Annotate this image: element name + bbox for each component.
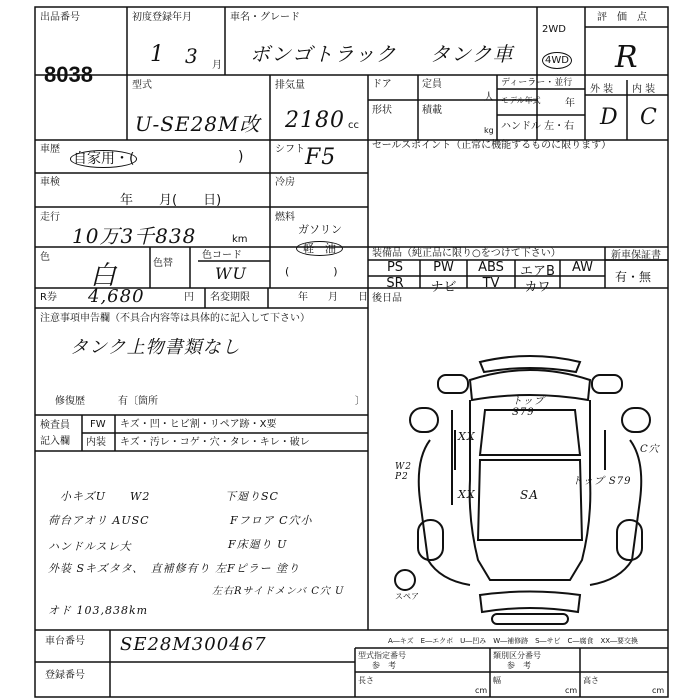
displacement-label: 排気量 xyxy=(275,80,305,91)
rename-label: 名変期限 xyxy=(210,292,250,303)
color-label: 色 xyxy=(40,252,50,263)
fuel-diesel: 軽 油 xyxy=(296,241,343,256)
fuel-label: 燃料 xyxy=(275,212,295,223)
equip-sr: SR xyxy=(386,276,404,291)
rename-value: 年 月 日 xyxy=(298,292,368,303)
lot-label: 出品番号 xyxy=(40,12,80,23)
hw-note-3: ハンドルスレ大 xyxy=(48,540,132,553)
capacity-label: 定員 xyxy=(422,79,442,90)
fw-text: キズ・凹・ヒビ割・リペア跡・X要 xyxy=(120,419,277,430)
warranty-value: 有・無 xyxy=(615,270,652,284)
diagram-left-note: W2 P2 xyxy=(395,462,412,482)
width-label: 幅 xyxy=(493,676,501,685)
shift-label: シフト xyxy=(275,144,305,155)
diagram-top-note: トップ S79 xyxy=(512,396,545,418)
registration-label: 登録番号 xyxy=(45,670,85,681)
ac-label: 冷房 xyxy=(275,177,295,188)
diagram-c-hole: C穴 xyxy=(640,444,660,455)
car-grade: タンク車 xyxy=(430,42,514,66)
equip-tv: TV xyxy=(482,276,500,291)
equip-airbag: エアB xyxy=(520,264,555,279)
score-value: R xyxy=(615,40,639,75)
model-label: 型式 xyxy=(132,80,152,91)
mileage-value: 10万3千838 xyxy=(72,224,197,248)
person-unit: 人 xyxy=(484,92,494,103)
score-label: 評 価 点 xyxy=(597,12,647,23)
hw-note-9: 左Fピラー 塗り xyxy=(215,562,301,575)
mileage-label: 走行 xyxy=(40,212,60,223)
equip-navi: ナビ xyxy=(430,280,457,295)
cc-unit: cc xyxy=(348,120,359,131)
color-swap-label: 色替 xyxy=(153,258,173,269)
ext-grade: D xyxy=(600,105,619,130)
lot-number: 8038 xyxy=(44,62,93,87)
height-label: 高さ xyxy=(583,676,599,685)
chassis-label: 車台番号 xyxy=(45,636,85,647)
height-cm: cm xyxy=(652,686,665,695)
interior-text: キズ・汚レ・コゲ・穴・タレ・キレ・破レ xyxy=(120,437,310,448)
car-name: ボンゴトラック xyxy=(250,42,397,66)
first-reg-month: 3 xyxy=(185,44,199,68)
name-grade-label: 車名・グレード xyxy=(230,12,300,23)
yen-unit: 円 xyxy=(184,292,194,303)
first-reg-year: 1 xyxy=(150,42,165,67)
int-label: 内 装 xyxy=(632,84,656,95)
inspector-label-1: 検査員 xyxy=(40,420,70,431)
dealer-label: ディーラー・並行 xyxy=(501,78,573,88)
class-ref-label: 参 考 xyxy=(507,661,531,670)
history-close: ) xyxy=(238,149,244,165)
drive-2wd: 2WD xyxy=(542,24,566,35)
fuel-paren: ( ) xyxy=(285,265,338,278)
diagram-xx-top: XX xyxy=(458,430,476,443)
month-unit: 月 xyxy=(212,60,222,71)
displacement-value: 2180 xyxy=(285,108,345,133)
hw-note-7: Fフロア C穴小 xyxy=(230,514,313,527)
color-value: 白 xyxy=(90,261,118,291)
model-year-label: モデル年式 xyxy=(501,96,541,105)
damage-legend: A―キズ E―エクボ U―凹み W―補修跡 S―サビ C―腐食 XX―要交換 xyxy=(388,637,639,645)
first-reg-label: 初度登録年月 xyxy=(132,12,192,23)
shape-label: 形状 xyxy=(372,105,392,116)
recycle-label: R券 xyxy=(40,292,57,303)
inspection-value: 年 月( 日) xyxy=(120,193,222,208)
hw-note-10: 左右Rサイドメンバ C穴 U xyxy=(212,586,345,597)
shift-value: F5 xyxy=(305,145,337,170)
hw-note-6: 下廻りSC xyxy=(225,490,279,503)
door-label: ドア xyxy=(372,79,392,90)
fw-label: FW xyxy=(90,419,106,430)
chassis-value: SE28M300467 xyxy=(120,634,267,655)
equip-leather: カワ xyxy=(524,280,551,295)
sales-point-label: セールスポイント（正常に機能するものに限ります） xyxy=(372,140,612,151)
history-value-text: 自家用・( xyxy=(70,150,137,168)
spare-label: スペア xyxy=(395,592,419,601)
model-value: U-SE28M改 xyxy=(135,112,261,136)
class-label: 類別区分番号 xyxy=(493,651,541,660)
hw-note-1: 小キズU W2 xyxy=(60,490,151,503)
equip-aw: AW xyxy=(571,260,594,275)
hw-note-5: オド 103,838km xyxy=(48,604,149,617)
repair-label: 修復歴 xyxy=(55,396,85,407)
km-unit: km xyxy=(232,234,248,245)
diagram-xx-mid: XX xyxy=(458,488,476,501)
history-label: 車歴 xyxy=(40,144,60,155)
equip-pw: PW xyxy=(433,260,454,275)
handle-label: ハンドル 左・右 xyxy=(501,121,575,132)
hw-note-2: 荷台アオリ AUSC xyxy=(48,514,150,527)
repair-value: 有〔箇所 xyxy=(118,396,158,407)
diagram-sa: SA xyxy=(520,488,539,502)
year-unit: 年 xyxy=(565,98,575,109)
warranty-label: 新車保証書 xyxy=(611,250,661,261)
format-ref-label: 参 考 xyxy=(372,661,396,670)
notes-text: タンク上物書類なし xyxy=(70,337,241,358)
load-label: 積載 xyxy=(422,105,442,116)
history-value xyxy=(70,148,137,168)
width-cm: cm xyxy=(565,686,578,695)
diagram-right-note: トップ S79 xyxy=(572,476,632,487)
equipment-label: 装備品（純正品に限り○をつけて下さい） xyxy=(372,248,561,259)
color-code-value: WU xyxy=(215,264,247,283)
color-code-label: 色コード xyxy=(202,250,242,261)
hw-note-8: F床廻り U xyxy=(228,538,288,551)
format-label: 型式指定番号 xyxy=(358,651,406,660)
interior-label: 内装 xyxy=(86,437,106,448)
inspection-label: 車検 xyxy=(40,177,60,188)
equip-ps: PS xyxy=(386,260,404,275)
post-install-label: 後日品 xyxy=(372,293,402,304)
repair-close: 〕 xyxy=(355,396,365,407)
int-grade: C xyxy=(640,105,658,130)
inspector-label-2: 記入欄 xyxy=(40,436,70,447)
notes-label: 注意事項申告欄（不具合内容等は具体的に記入して下さい） xyxy=(40,313,310,324)
ext-label: 外 装 xyxy=(590,84,614,95)
equip-abs: ABS xyxy=(478,260,504,275)
hw-note-4: 外装 Sキズタタ、 直補修有り xyxy=(48,562,211,575)
length-label: 長さ xyxy=(358,676,374,685)
kg-unit: kg xyxy=(484,126,494,135)
fuel-gasoline: ガソリン xyxy=(298,223,342,236)
drive-4wd: 4WD xyxy=(542,52,572,69)
recycle-value: 4,680 xyxy=(88,286,145,307)
length-cm: cm xyxy=(475,686,488,695)
